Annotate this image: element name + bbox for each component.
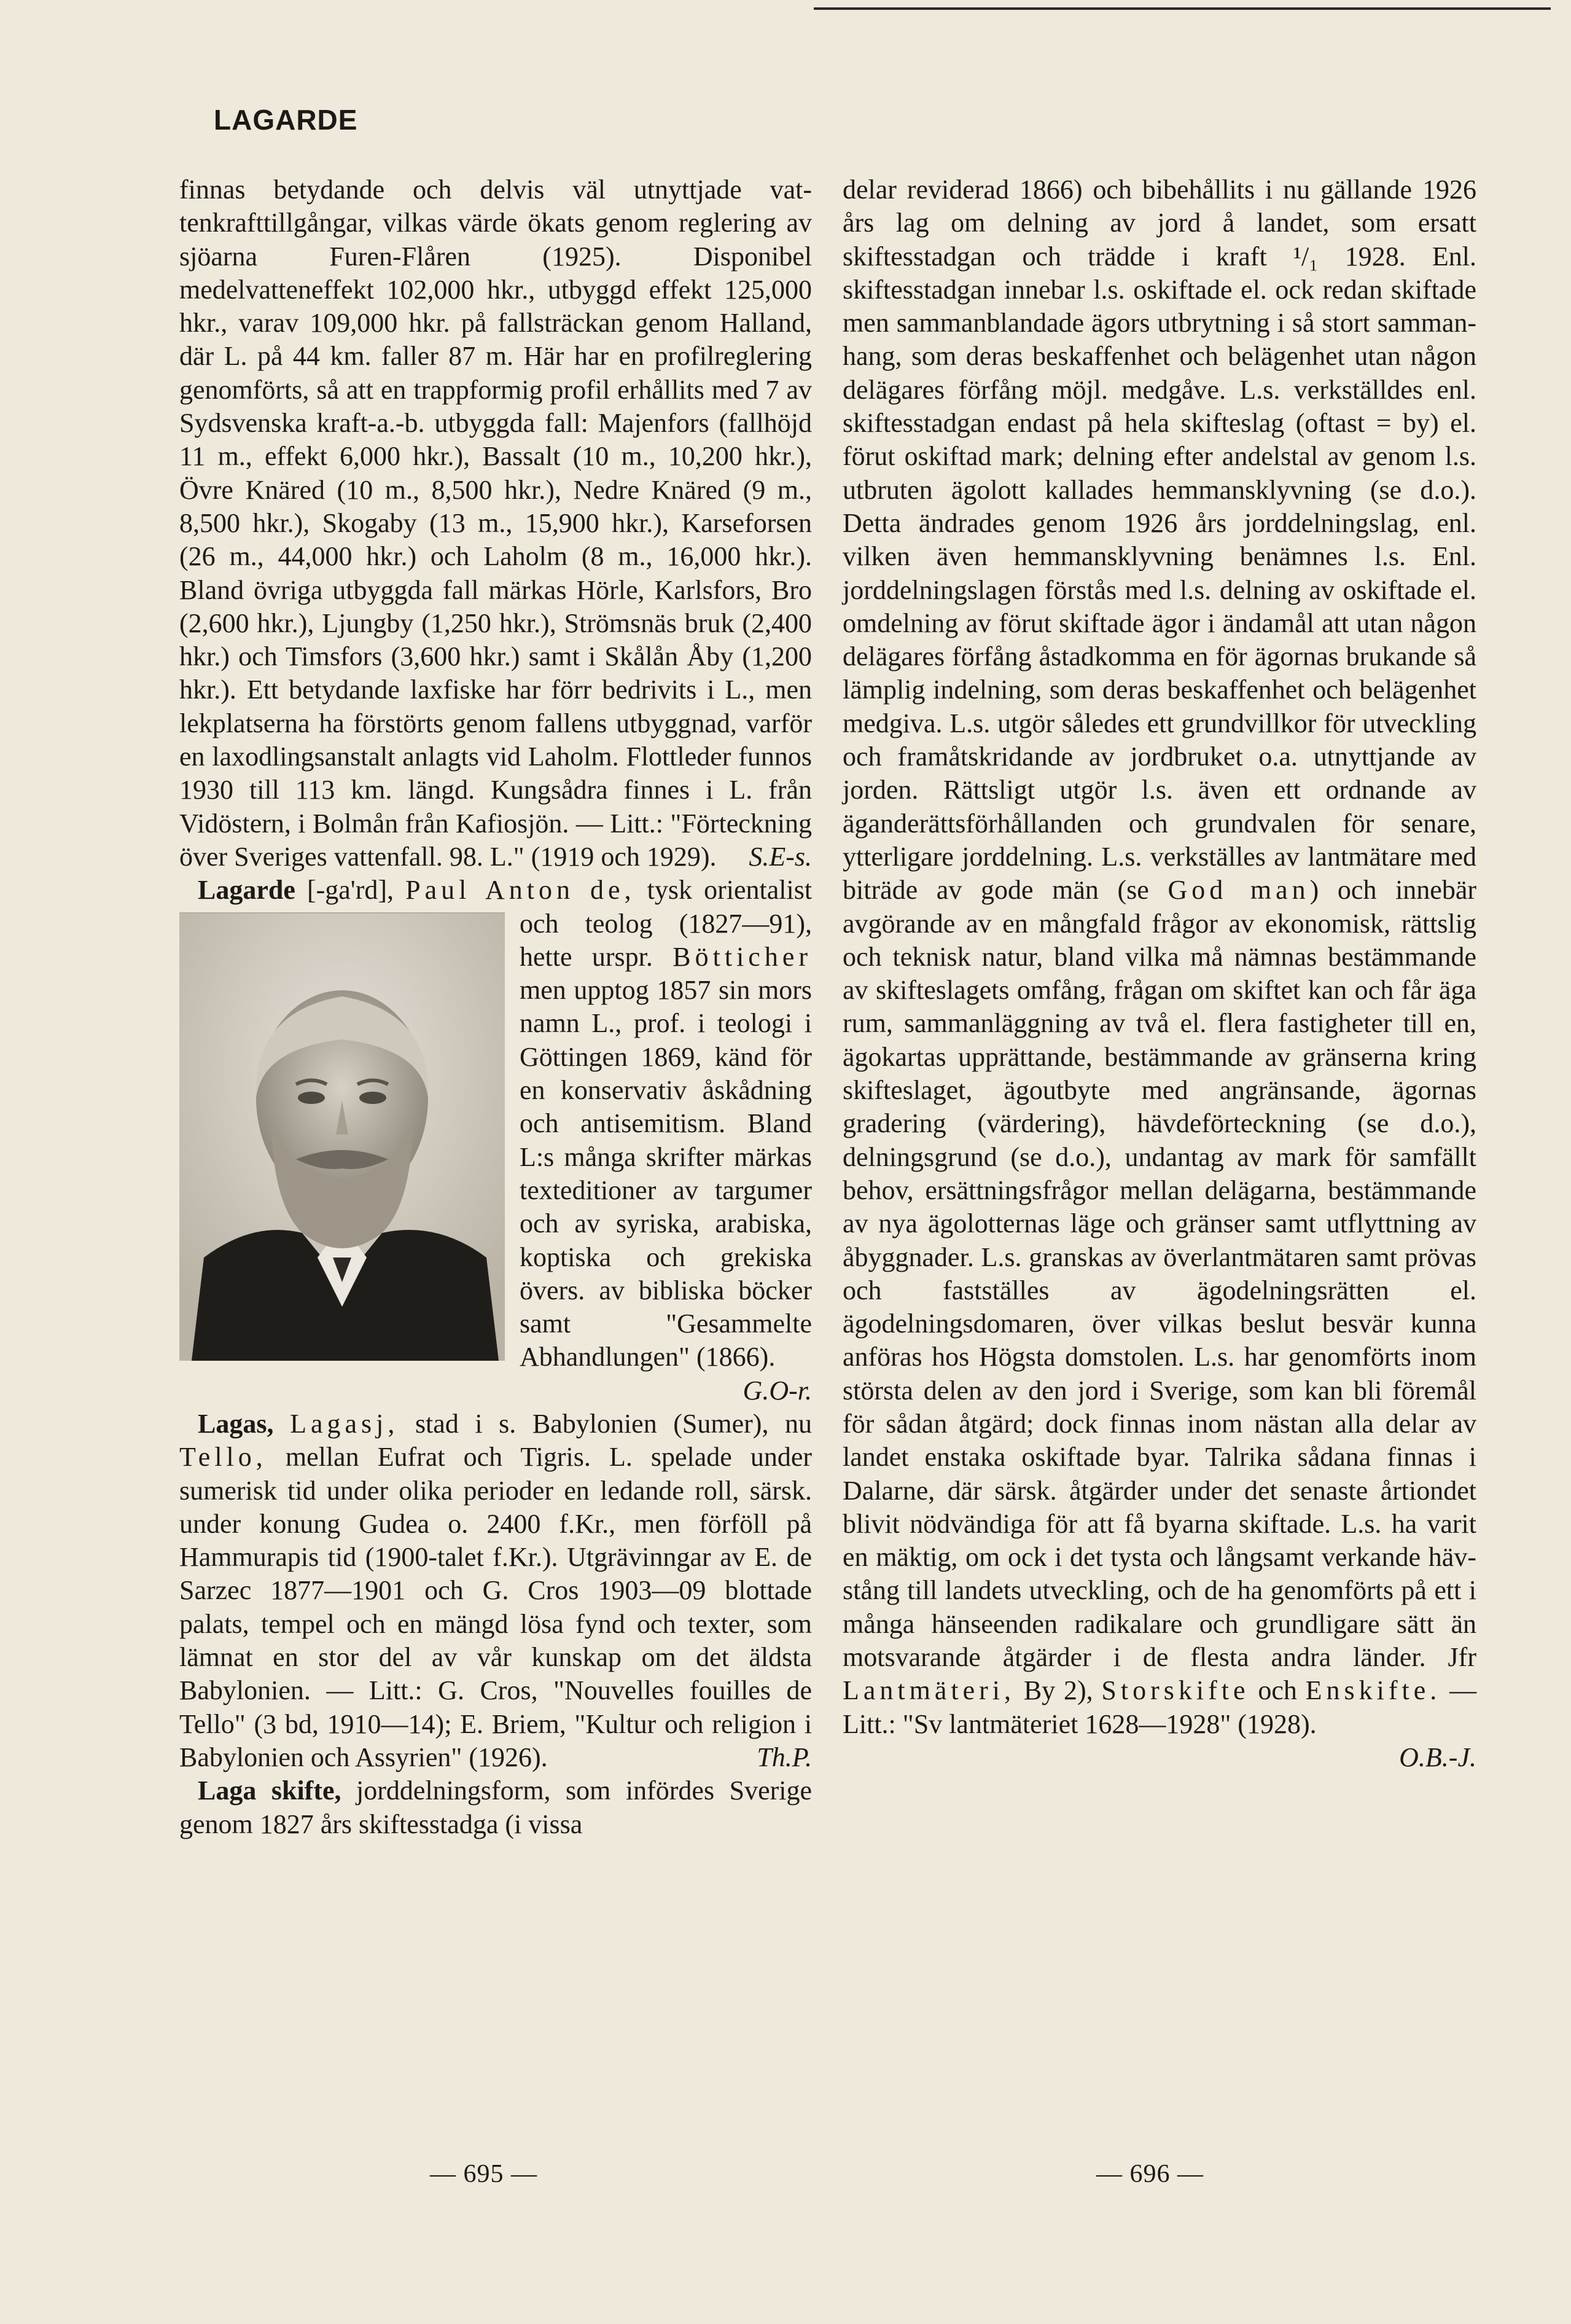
spaced-name: Paul Anton de, xyxy=(405,875,636,906)
entry-text-4: och xyxy=(1258,1675,1297,1706)
left-column xyxy=(179,173,812,1841)
entry-lagarde xyxy=(179,874,813,1406)
cross-reference: Lantmäteri, xyxy=(843,1675,1016,1706)
signature-row xyxy=(843,1741,1476,1774)
entry-lagas xyxy=(179,1407,812,1774)
right-column xyxy=(843,173,1476,1774)
signature: O.B.-J. xyxy=(1399,1742,1476,1772)
pronunciation: [-ga'rd], xyxy=(306,875,394,906)
cross-reference: Storskifte xyxy=(1101,1675,1250,1706)
headword: Lagarde xyxy=(198,875,295,906)
page-number-left: — 695 — xyxy=(430,2160,537,2188)
continuation-paragraph xyxy=(179,173,812,874)
entry-laga-skifte xyxy=(179,1774,812,1841)
signature: S.E-s. xyxy=(749,841,812,872)
spaced-modern-name: Tello, xyxy=(179,1442,267,1473)
entry-text: tysk orientalist och teolog (1827—91), hette urspr. xyxy=(520,875,813,972)
entry-text-3: By 2), xyxy=(1023,1675,1093,1706)
top-rule xyxy=(814,7,1551,10)
laga-skifte-continuation xyxy=(843,173,1476,1741)
continuation-text: finnas betydande och delvis väl utnyttjade vattenkrafttillgångar, vilkas värde ökats genom reglering av sjöarna Furen-Flåren (1925). Disponibel medelvatteneffekt 102,000 hkr., utbyggd effekt 125,000 hkr., varav 109,000 hkr. på fallsträckan genom Halland, där L. på 44 km. faller 87 m. Här har en profilreglering genomförts, så att en trappformig profil erhållits med 7 av Sydsvenska kraft-a.-b. utbyggda fall: Majenfors (fallhöjd 11 m., effekt 6,000 hkr.), Bassalt (10 m., 10,200 hkr.), Övre Knäred (10 m., 8,500 hkr.), Nedre Knäred (9 m., 8,500 hkr.), Skogaby (13 m., 15,900 hkr.), Karseforsen (26 m., 44,000 hkr.) och Laholm (8 m., 16,000 hkr.). Bland övriga utbyggda fall märkas Hörle, Karlsfors, Bro (2,600 hkr.), Ljungby (1,250 hkr.), Strömsnäs bruk (2,400 hkr.) och Timsfors (3,600 hkr.) samt i Skålån Åby (1,200 hkr.). Ett betydande laxfiske har förr bedrivits i L., men lekplatserna ha förstörts genom fallens utbyggnad, varför en laxodlingsanstalt anlagts vid Laholm. Flottleder funnos 1930 till 113 km. längd. Kungsådra finnes i L. från Vidöstern, i Bolmån från Kafiosjön. — Litt.: "Förteckning över Sveriges vattenfall. 98. L." (1919 och 1929). xyxy=(179,174,812,872)
signature: Th.P. xyxy=(757,1742,812,1772)
cross-reference: God man xyxy=(1168,875,1310,906)
page-number-right: — 696 — xyxy=(1096,2160,1204,2188)
entry-text: delar reviderad 1866) och bibehållits i nu gällande 1926 års lag om delning av jord å landet, som ersatt skiftesstadgan och trädde i kraft ¹/₁ 1928. Enl. skiftesstadgan innebar l.s. oskiftade el. ock redan skiftade men sammanblandade ägors utbrytning i så stort sammanhang, som deras beskaffenhet och belägenhet utan någon delägares förfång möjl. medgåve. L.s. verkställdes enl. skiftesstadgan endast på hela skifteslag (oftast = by) el. förut oskiftad mark; delning efter andelstal av genom l.s. utbruten ägolott kallades hemmansklyvning (se d.o.). Detta ändrades genom 1926 års jorddelningslag, enl. vilken även hemmansklyvning benämnes l.s. Enl. jorddelningslagen förstås med l.s. delning av oskiftade el. omdelning av förut skiftade ägor i ändamål att utan någon delägares förfång åstadkomma en för ägornas brukande så lämplig indelning, som deras beskaffenhet och belägenhet medgiva. L.s. utgör således ett grundvillkor för utveckling och framåtskridande av jordbruket o.a. utnyttjande av jorden. Rättsligt utgör l.s. även ett ordnande av äganderättsförhållanden och grundvalen för senare, ytterligare jorddelning. L.s. verkställes av lantmätare med biträde av gode män (se xyxy=(843,174,1476,906)
spaced-birthname: Bötticher xyxy=(672,941,812,972)
entry-text: jorddelningsform, som infördes Sverige genom 1827 års skiftesstadga (i vissa xyxy=(179,1775,813,1839)
entry-text-5: — Litt.: "Sv lantmäteriet 1628—1928" (1928). xyxy=(843,1675,1477,1739)
headword: Laga skifte, xyxy=(198,1775,341,1806)
headword: Lagas, xyxy=(198,1408,274,1439)
entry-text-2: ) och innebär avgörande av en mångfald frågor av ekonomisk, rättslig och teknisk natur, bland vilka må nämnas bestämmande av skifteslagets omfång, frågan om skiftet kan och får äga rum, sammanläggning av två el. flera fastigheter till en, ägokartas upprättande, bestämmande av gränserna kring skifteslaget, ägoutbyte med angränsande, ägornas gradering (värdering), hävdeförteckning (se d.o.), delningsgrund (se d.o.), undantag av mark för samfällt behov, ersättningsfrågor mellan delägarna, bestämmande av nya ägolotternas läge och gränser samt utflyttning av åbyggnader. L.s. granskas av överlantmätaren samt prövas och fastställes av ägodelningsrätten el. ägodelningsdomaren, över vilkas beslut besvär kunna anföras hos Högsta domstolen. L.s. har genomförts inom största delen av den jord i Sverige, som kan bli föremål för sådan åtgärd; dock finnas inom nästan alla delar av landet enstaka oskiftade byar. Talrika sådana finnas i Dalarne, där särsk. åtgärder under det senaste årtiondet blivit nödvändiga för att få byarna skiftade. L.s. ha varit en mäktig, om ock i det tysta och långsamt verkande hävstång till landets utveckling, och de ha genomförts på ett i många hänseenden radikalare och grundligare sätt än motsvarande åtgärder i de flesta andra länder. Jfr xyxy=(843,875,1477,1673)
signature: G.O-r. xyxy=(743,1375,812,1406)
spaced-name: Lagasj, xyxy=(290,1408,399,1439)
portrait-photo xyxy=(179,912,505,1361)
cross-reference: Enskifte. xyxy=(1305,1675,1441,1706)
entry-text: stad i s. Babylonien (Sumer), nu xyxy=(415,1408,813,1439)
entry-text-2: mellan Eufrat och Tigris. L. spelade under sumerisk tid under olika perioder en ledande roll, särsk. under konung Gudea o. 2400 f.Kr., men förföll på Hammurapis tid (1900-talet f.Kr.). Utgrävinngar av E. de Sarzec 1877—1901 och G. Cros 1903—09 blottade palats, tempel och en mängd lösa fynd och texter, som lämnat en stor del av vår kunskap om det äldsta Babylonien. — Litt.: G. Cros, "Nouvelles fouilles de Tello" (3 bd, 1910—14); E. Briem, "Kultur och religion i Babylonien och Assyrien" (1926). xyxy=(179,1442,813,1772)
running-header: LAGARDE xyxy=(214,104,358,136)
entry-text-2: men upptog 1857 sin mors namn L., prof. i teologi i Göttingen 1869, känd för en konservativ åskådning och antisemitism. Bland L:s många skrifter märkas texteditioner av targumer och av syriska, arabiska, koptiska och grekiska övers. av bibliska böcker samt "Gesammelte Abhandlungen" (1866). xyxy=(520,975,812,1372)
